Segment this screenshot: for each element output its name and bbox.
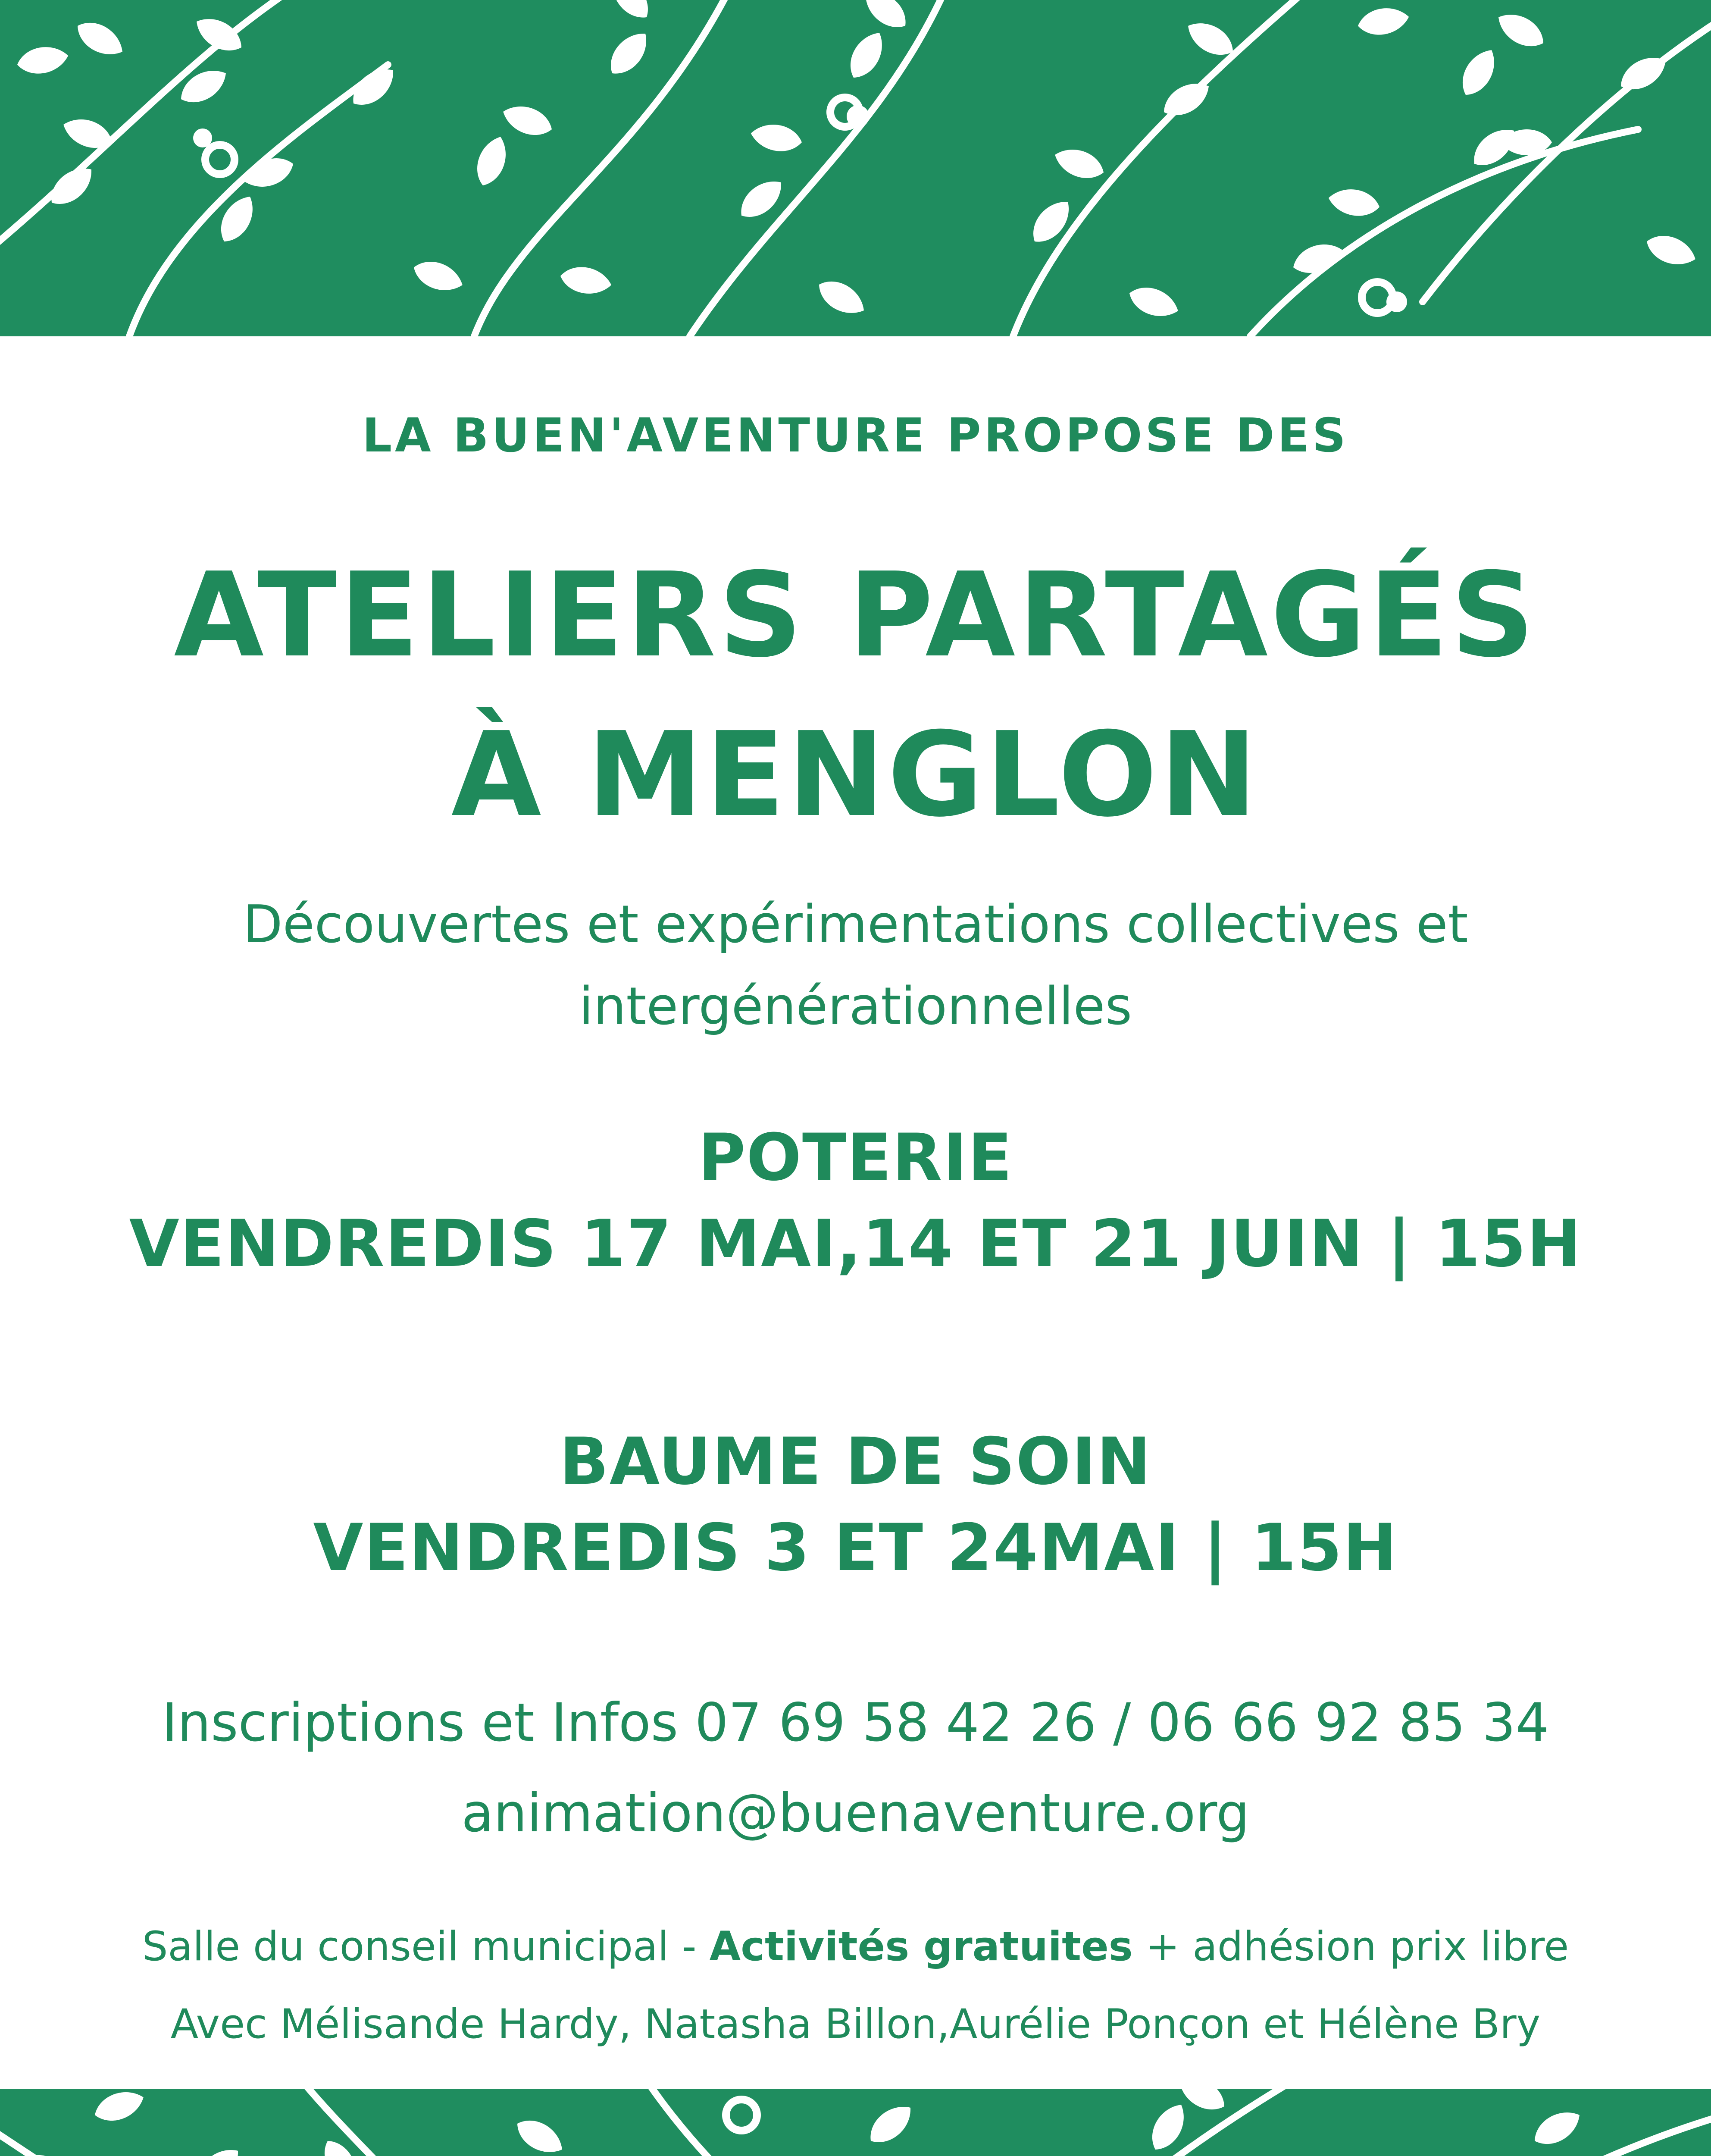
activity-poterie-dates: VENDREDIS 17 MAI,14 ET 21 JUIN | 15H — [129, 1206, 1582, 1282]
activity-baume-dates: VENDREDIS 3 ET 24MAI | 15H — [313, 1510, 1398, 1586]
page-title-line1: ATELIERS PARTAGÉS — [174, 547, 1537, 683]
free-activities-text: Activités gratuites — [709, 1923, 1133, 1970]
hosts-info: Avec Mélisande Hardy, Natasha Billon,Aurélie Ponçon et Hélène Bry — [170, 2001, 1541, 2048]
venue-text: Salle du conseil municipal - — [142, 1923, 710, 1970]
contact-email: animation@buenaventure.org — [461, 1783, 1250, 1844]
membership-text: + adhésion prix libre — [1132, 1923, 1569, 1970]
subtitle-line1: Découvertes et expérimentations collectives et — [243, 895, 1468, 955]
leaf-pattern-top — [0, 0, 1711, 336]
activity-baume-name: BAUME DE SOIN — [559, 1424, 1152, 1499]
top-leaf-banner — [0, 0, 1711, 336]
subtitle-line2: intergénérationnelles — [579, 977, 1132, 1037]
activity-poterie-name: POTERIE — [698, 1120, 1013, 1195]
bottom-leaf-banner — [0, 2089, 1711, 2156]
contact-phones: Inscriptions et Infos 07 69 58 42 26 / 06 66 92 85 34 — [162, 1692, 1549, 1753]
page-title-line2: À MENGLON — [451, 707, 1260, 843]
venue-info — [0, 1915, 1711, 1979]
leaf-pattern-bottom — [0, 2089, 1711, 2156]
intro-heading: LA BUEN'AVENTURE PROPOSE DES — [362, 409, 1349, 463]
